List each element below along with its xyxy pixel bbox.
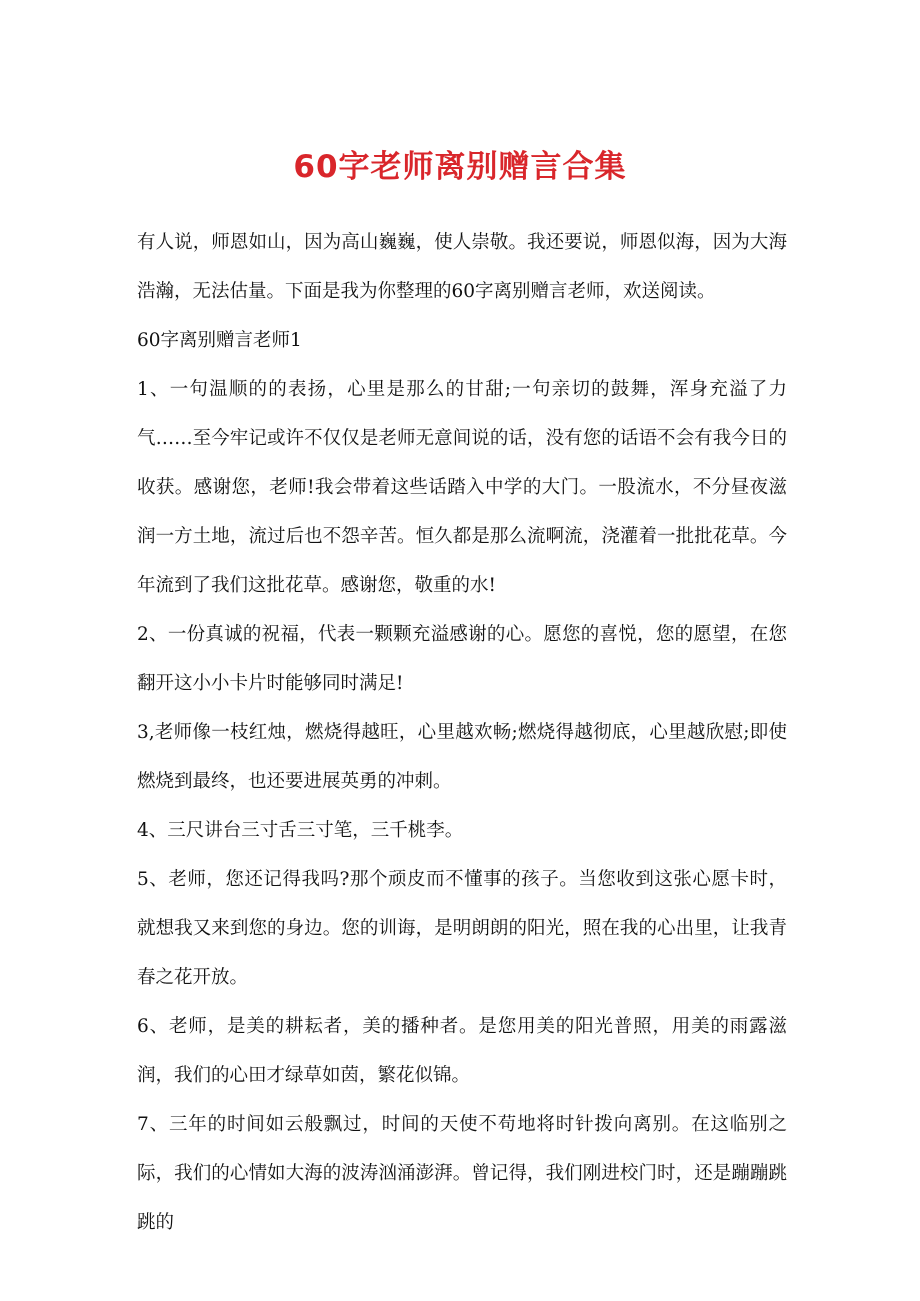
section-heading: 60字离别赠言老师1 — [137, 330, 302, 351]
list-item: 2、一份真诚的祝福，代表一颗颗充溢感谢的心。愿您的喜悦，您的愿望，在您翻开这小小卡片时能够同时满足! — [137, 624, 787, 694]
list-item: 4、三尺讲台三寸舌三寸笔，三千桃李。 — [137, 820, 464, 841]
intro-paragraph: 有人说，师恩如山，因为高山巍巍，使人崇敬。我还要说，师恩似海，因为大海浩瀚，无法估量。下面是我为你整理的60字离别赠言老师，欢送阅读。 — [137, 232, 787, 302]
list-item: 5、老师，您还记得我吗?那个顽皮而不懂事的孩子。当您收到这张心愿卡时，就想我又来到您的身边。您的训诲，是明朗朗的阳光，照在我的心出里，让我青春之花开放。 — [137, 869, 787, 988]
list-item: 6、老师，是美的耕耘者，美的播种者。是您用美的阳光普照，用美的雨露滋润，我们的心田才绿草如茵，繁花似锦。 — [137, 1016, 787, 1086]
document-body — [137, 218, 787, 1247]
list-item: 3,老师像一枝红烛，燃烧得越旺，心里越欢畅;燃烧得越彻底，心里越欣慰;即使燃烧到最终，也还要进展英勇的冲刺。 — [137, 722, 787, 792]
list-item: 7、三年的时间如云般飘过，时间的天使不苟地将时针拨向离别。在这临别之际，我们的心情如大海的波涛汹涌澎湃。曾记得，我们刚进校门时，还是蹦蹦跳跳的 — [137, 1114, 787, 1233]
document-title: 60字老师离别赠言合集 — [293, 149, 627, 185]
list-item: 1、一句温顺的的表扬，心里是那么的甘甜;一句亲切的鼓舞，浑身充溢了力气……至今牢记或许不仅仅是老师无意间说的话，没有您的话语不会有我今日的收获。感谢您，老师!我会带着这些话踏入中学的大门。一股流水，不分昼夜滋润一方土地，流过后也不怨辛苦。恒久都是那么流啊流，浇灌着一批批花草。今年流到了我们这批花草。感谢您，敬重的水! — [137, 379, 787, 596]
